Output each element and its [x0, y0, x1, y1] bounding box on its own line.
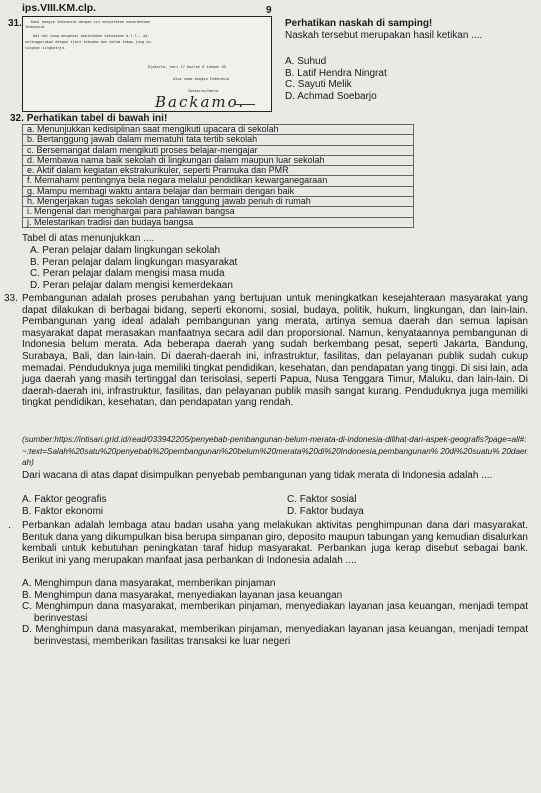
table-row: b. Bertanggung jawab dalam mematuhi tata tertib sekolah	[23, 135, 414, 145]
option-b[interactable]: B. Latif Hendra Ningrat	[285, 67, 387, 79]
question-33-source: (sumber:https://intisari.grid.id/read/033942205/penyebab-pembangunan-belum-merata-di-indonesia-dilihat-dari-aspek-geografis?page=all#:~:text=Salah%20satu%20penyebab%20pembangunan%20belum%20merata%20di%20Indonesia,pembangunan% 20di%20suatu% 20daerah)	[22, 435, 528, 467]
table-row: g. Mampu membagi waktu antara belajar dan bermain dengan baik	[23, 186, 414, 196]
option-b[interactable]: B. Peran pelajar dalam lingkungan masyarakat	[30, 256, 238, 268]
table-row: d. Membawa nama baik sekolah di lingkungan dalam maupun luar sekolah	[23, 155, 414, 165]
doc-line-1: Kami bangsa Indonesia dengan ini menyatakan kemerdekaan	[31, 20, 150, 24]
doc-line-3: selenggarakan dengan tjara seksama dan dalam tempo jang se-	[25, 40, 153, 44]
question-33-passage: Pembangunan adalah proses perubahan yang bertujuan untuk meningkatkan kesejahteraan masyarakat yang dapat dilakukan di berbagai bidang, seperti ekonomi, sosial, budaya, politik, hukum, lingkungan, dan lain-lain. Pembangunan yang ideal adalah pembangunan yang merata, artinya semua daerah dan semua lapisan masyarakat dapat merasakan manfaatnya secara adil dan proporsional. Namun, kenyataannya pembangunan di Indonesia belum merata. Ada beberapa daerah yang sudah berkembang pesat, seperti Jakarta, Bandung, Surabaya, Bali, dan lain-lain. Di daerah-daerah ini, infrastruktur, fasilitas, dan pelayanan publik sudah cukup memadai. Penduduknya juga memiliki tingkat pendidikan, kesehatan, dan pendapatan yang tinggi. Di sisi lain, ada juga daerah yang masih tertinggal dan terisolasi, seperti Papua, Nusa Tenggara Timur, Maluku, dan lain-lain. Di daerah-daerah ini, infrastruktur, fasilitas, dan pelayanan publik masih sangat kurang. Penduduknya juga memiliki tingkat pendidikan, kesehatan, dan pendapatan yang rendah.	[22, 293, 528, 409]
question-34-options	[22, 578, 528, 648]
option-d[interactable]: D. Achmad Soebarjo	[285, 90, 377, 102]
option-b[interactable]: B. Faktor ekonomi	[22, 505, 104, 517]
option-c[interactable]: C. Menghimpun dana masyarakat, memberikan pinjaman, menyediakan layanan jasa keuangan, menjadi tempat berinvestasi	[22, 601, 528, 624]
option-c[interactable]: C. Peran pelajar dalam mengisi masa muda	[30, 268, 225, 279]
option-d[interactable]: D. Peran pelajar dalam mengisi kemerdekaan	[30, 279, 233, 291]
question-31-prompt: Perhatikan naskah di samping!	[285, 18, 433, 29]
page-number: 9	[266, 5, 272, 16]
question-31-stem: Naskah tersebut merupakan hasil ketikan ....	[285, 30, 483, 41]
question-32-options	[30, 245, 237, 291]
table-row: c. Bersemangat dalam mengikuti proses belajar-mengajar	[23, 145, 414, 155]
doc-names-line: Soekarno/Hatta	[188, 89, 219, 93]
option-a[interactable]: A. Faktor geografis	[22, 494, 107, 505]
question-34-number: .	[8, 520, 11, 531]
table-row: i. Mengenal dan menghargai para pahlawan bangsa	[23, 207, 414, 217]
table-row: j. Melestarikan tradisi dan budaya bangsa	[23, 217, 414, 227]
question-32-header	[10, 113, 167, 124]
table-row: f. Memahami pentingnya bela negara melalui pendidikan kewarganegaraan	[23, 176, 414, 186]
option-a[interactable]: A. Peran pelajar dalam lingkungan sekolah	[30, 245, 221, 256]
proclamation-document	[22, 16, 272, 112]
option-a[interactable]: A. Menghimpun dana masyarakat, memberikan pinjaman	[22, 578, 276, 589]
app-label: ips.VIII.KM.clp.	[22, 2, 97, 14]
option-c[interactable]: C. Faktor sosial	[287, 494, 357, 505]
option-d[interactable]: D. Faktor budaya	[287, 505, 364, 517]
doc-behalf-line: Atas nama bangsa Indonesia	[173, 77, 230, 81]
doc-line-2: Hal-hal yang mengenai pemindahan kekuasaan d.l.l., di-	[33, 34, 150, 38]
question-32-stem: Tabel di atas menunjukkan ....	[22, 233, 155, 244]
question-33-stem: Dari wacana di atas dapat disimpulkan penyebab pembangunan yang tidak merata di Indonesia adalah ....	[22, 470, 493, 481]
table-row: h. Mengerjakan tugas sekolah dengan tanggung jawab penuh di rumah	[23, 197, 414, 207]
roles-table	[22, 124, 414, 228]
option-b[interactable]: B. Menghimpun dana masyarakat, menyediakan layanan jasa keuangan	[22, 589, 343, 601]
question-33-number: 33.	[4, 293, 18, 304]
option-c[interactable]: C. Sayuti Melik	[285, 79, 352, 90]
question-32-prompt: Perhatikan tabel di bawah ini!	[26, 113, 168, 124]
question-31-options	[285, 56, 387, 102]
doc-line-4: singkat-singkatnja.	[25, 46, 67, 50]
option-d[interactable]: D. Menghimpun dana masyarakat, memberikan pinjaman, menyediakan layanan jasa keuangan, menjadi tempat berinvestasi, memberikan fasilitas transaksi ke luar negeri	[22, 624, 528, 647]
table-row: a. Menunjukkan kedisiplinan saat mengikuti upacara di sekolah	[23, 125, 414, 135]
signature: Backamo.	[155, 93, 246, 111]
option-a[interactable]: A. Suhud	[285, 56, 327, 67]
question-33-options	[22, 494, 517, 517]
question-34-passage: Perbankan adalah lembaga atau badan usaha yang melakukan aktivitas penghimpunan dana dari masyarakat. Bentuk dana yang dikumpulkan bisa berupa simpanan giro, deposito maupun tabungan yang kemudian disalurkan kembali untuk kebutuhan peningkatan taraf hidup masyarakat. Perbankan juga kerap disebut sebagai bank. Berikut ini yang merupakan manfaat jasa perbankan di Indonesia adalah ....	[22, 520, 528, 566]
table-row: e. Aktif dalam kegiatan ekstrakurikuler, seperti Pramuka dan PMR	[23, 166, 414, 176]
doc-line-1b: Indonesia	[25, 25, 45, 29]
question-32-number: 32.	[10, 113, 24, 124]
doc-date-line: Djakarta, hari 17 boelan 8 tahoen 05	[148, 65, 226, 69]
question-31-number: 31.	[8, 18, 22, 29]
signature-line	[235, 104, 255, 105]
